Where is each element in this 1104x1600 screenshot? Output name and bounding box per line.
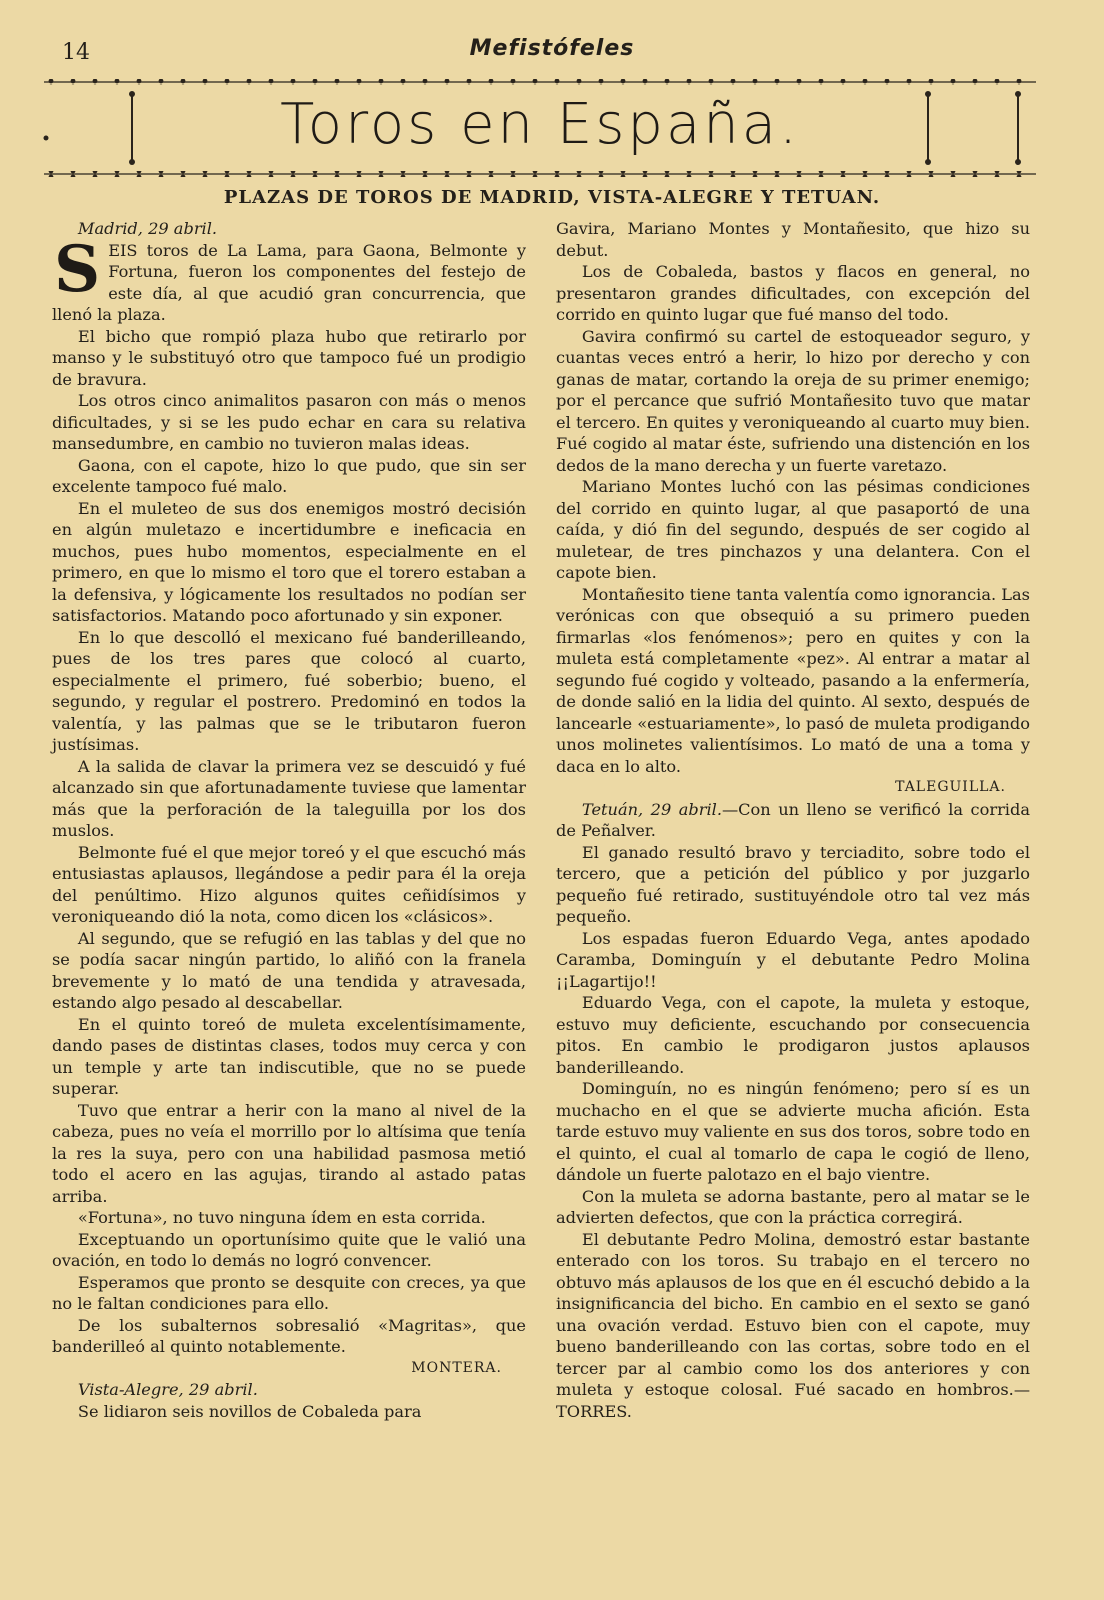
paragraph: Gaona, con el capote, hizo lo que pudo, que sin ser excelente tampoco fué malo.: [52, 455, 526, 496]
paragraph: [52, 231, 526, 326]
paragraph: «Fortuna», no tuvo ninguna ídem en esta corrida.: [77, 1208, 486, 1227]
article-title: Toros en España.: [280, 92, 800, 157]
paragraph: Dominguín, no es ningún fenómeno; pero sí es un muchacho en el que se advierte mucha afición. Esta tarde estuvo muy valiente en sus dos toros, sobre todo en el quinto, el cual al tomarlo de capa le cogió de lleno, dándole un fuerte palotazo en el bajo vientre.: [556, 1079, 1030, 1184]
signature-montera: MONTERA.: [411, 1359, 502, 1376]
paragraph: Montañesito tiene tanta valentía como ignorancia. Las verónicas con que obsequió a su primero pueden firmarlas «los fenómenos»; pero en quites y con la muleta está completamente «pez». Al entrar a matar al segundo fué cogido y volteado, pasando a la enfermería, de donde salió en la lidia del quinto. Al sexto, después de lancearle «estuariamente», lo pasó de muleta prodigando unos molinetes valientísimos. Lo mató de una a toma y daca en lo alto.: [556, 584, 1030, 776]
paragraph: Mariano Montes luchó con las pésimas condiciones del corrido en quinto lugar, al que pasaportó de una caída, y dió fin del segundo, después de ser cogido al muletear, de tres pinchazos y una delantera. Con el capote bien.: [556, 477, 1030, 582]
paragraph: Gavira confirmó su cartel de estoqueador seguro, y cuantas veces entró a herir, lo hizo por derecho y con ganas de matar, cortando la oreja de su primer enemigo; por el percance que sufrió Montañesito tuvo que matar el tercero. En quites y veroniqueando al cuarto muy bien. Fué cogido al matar éste, sufriendo una distención en los dedos de la mano derecha y un fuerte varetazo.: [556, 326, 1030, 475]
paragraph: Los de Cobaleda, bastos y flacos en general, no presentaron grandes dificultades, con excepción del corrido en quinto lugar que fué manso del todo.: [556, 262, 1030, 324]
paragraph: En el quinto toreó de muleta excelentísimamente, dando pases de distintas clases, todos muy cerca y con un temple y arte tan indiscutible, que no se puede superar.: [52, 1014, 526, 1098]
paragraph: Los otros cinco animalitos pasaron con más o menos dificultades, y si se les pudo echar en cara su relativa mansedumbre, en cambio no tuvieron malas ideas.: [52, 391, 526, 453]
drop-cap: S: [54, 231, 101, 307]
right-column: [556, 218, 1030, 1422]
paragraph: El ganado resultó bravo y terciadito, sobre todo el tercero, que a petición del público y por juzgarlo pequeño fué retirado, sustituyéndole otro tal vez más pequeño.: [556, 842, 1030, 926]
paragraph: Gavira, Mariano Montes y Montañesito, que hizo su debut.: [556, 219, 1030, 260]
article-subtitle: PLAZAS DE TOROS DE MADRID, VISTA-ALEGRE Y TETUAN.: [223, 187, 881, 208]
signature-taleguilla: TALEGUILLA.: [895, 779, 1006, 795]
paragraph: Al segundo, que se refugió en las tablas y del que no se podía sacar ningún partido, lo aliñó con la franela brevemente y lo mató de una tendida y atravesada, estando algo pesado al descabellar.: [52, 928, 526, 1012]
paragraph: Tuvo que entrar a herir con la mano al nivel de la cabeza, pues no veía el morrillo por lo altísima que tenía la res la suya, pero con una habilidad pasmosa metió todo el acero en las agujas, tirando al astado patas arriba.: [52, 1100, 526, 1206]
dateline-vista-alegre: Vista-Alegre, 29 abril.: [77, 1380, 258, 1399]
paragraph: Esperamos que pronto se desquite con creces, ya que no le faltan condiciones para ello.: [52, 1272, 526, 1313]
paragraph-text: EIS toros de La Lama, para Gaona, Belmonte y Fortuna, fueron los componentes del festejo de este día, al que acudió gran concurrencia, que llenó la plaza.: [52, 240, 526, 324]
title-banner: [40, 78, 1040, 180]
paragraph: Belmonte fué el que mejor toreó y el que escuchó más entusiastas aplausos, llegándose a pedir para él la oreja del penúltimo. Hizo algunos quites ceñidísimos y veroniqueando dió la nota, como dicen los «clásicos».: [52, 842, 526, 926]
paragraph-text: El debutante Pedro Molina, demostró estar bastante enterado con los toros. Su trabajo en el tercero no obtuvo más aplausos de los que en él escuchó debido a la insignificancia del bicho. En cambio en el sexto se ganó una ovación verdad. Estuvo bien con el capote, muy bueno banderilleando con las cortas, sobre todo en el tercer par al cambio como los dos anteriores y con muleta y estoque colosal. Fué sacado en hombros.: [556, 1229, 1030, 1399]
paragraph: En el muleteo de sus dos enemigos mostró decisión en algún muletazo e incertidumbre e ineficacia en muchos, pues hubo momentos, especialmente en el primero, en que lo mismo el toro que el torero estaban a la defensiva, y lógicamente los resultados no podían ser satisfactorios. Matando poco afortunado y sin exponer.: [52, 498, 526, 625]
paragraph: El bicho que rompió plaza hubo que retirarlo por manso y le substituyó otro que tampoco fué un prodigio de bravura.: [52, 326, 526, 389]
dateline-madrid: Madrid, 29 abril.: [77, 219, 218, 238]
paragraph-text: —Con un lleno se verificó la corrida de Peñalver.: [556, 799, 1030, 840]
paragraph: Se lidiaron seis novillos de Cobaleda para: [77, 1401, 422, 1421]
paragraph: A la salida de clavar la primera vez se descuidó y fué alcanzado sin que afortunadamente tuviese que lamentar más que la perforación de la taleguilla por los dos muslos.: [52, 756, 526, 840]
page-number: 14: [62, 40, 90, 65]
signature-torres: —TORRES.: [556, 1380, 1030, 1421]
paragraph: Eduardo Vega, con el capote, la muleta y estoque, estuvo muy deficiente, escuchando por consecuencia pitos. En cambio le prodigaron justos aplausos banderilleando.: [556, 993, 1030, 1077]
dateline-tetuan: Tetuán, 29 abril.: [581, 799, 722, 819]
paragraph: En lo que descolló el mexicano fué banderilleando, pues de los tres pares que colocó al cuarto, especialmente el primero, fué soberbio; bueno, el segundo, y regular el postrero. Predominó en todos la valentía, y las palmas que se le tributaron fueron justísimas.: [52, 627, 526, 754]
paragraph: Los espadas fueron Eduardo Vega, antes apodado Caramba, Dominguín y el debutante Pedro Molina ¡¡Lagartijo!!: [556, 928, 1030, 991]
running-head: Mefistófeles: [469, 36, 635, 61]
paragraph: Exceptuando un oportunísimo quite que le valió una ovación, en todo lo demás no logró convencer.: [52, 1229, 526, 1270]
paragraph: [556, 1229, 1030, 1423]
paragraph: [556, 799, 1030, 842]
paragraph: Con la muleta se adorna bastante, pero al matar se le advierten defectos, que con la práctica corregirá.: [556, 1186, 1030, 1227]
paragraph: De los subalternos sobresalió «Magritas», que banderilleó al quinto notablemente.: [52, 1315, 526, 1356]
left-column: [52, 218, 526, 1422]
